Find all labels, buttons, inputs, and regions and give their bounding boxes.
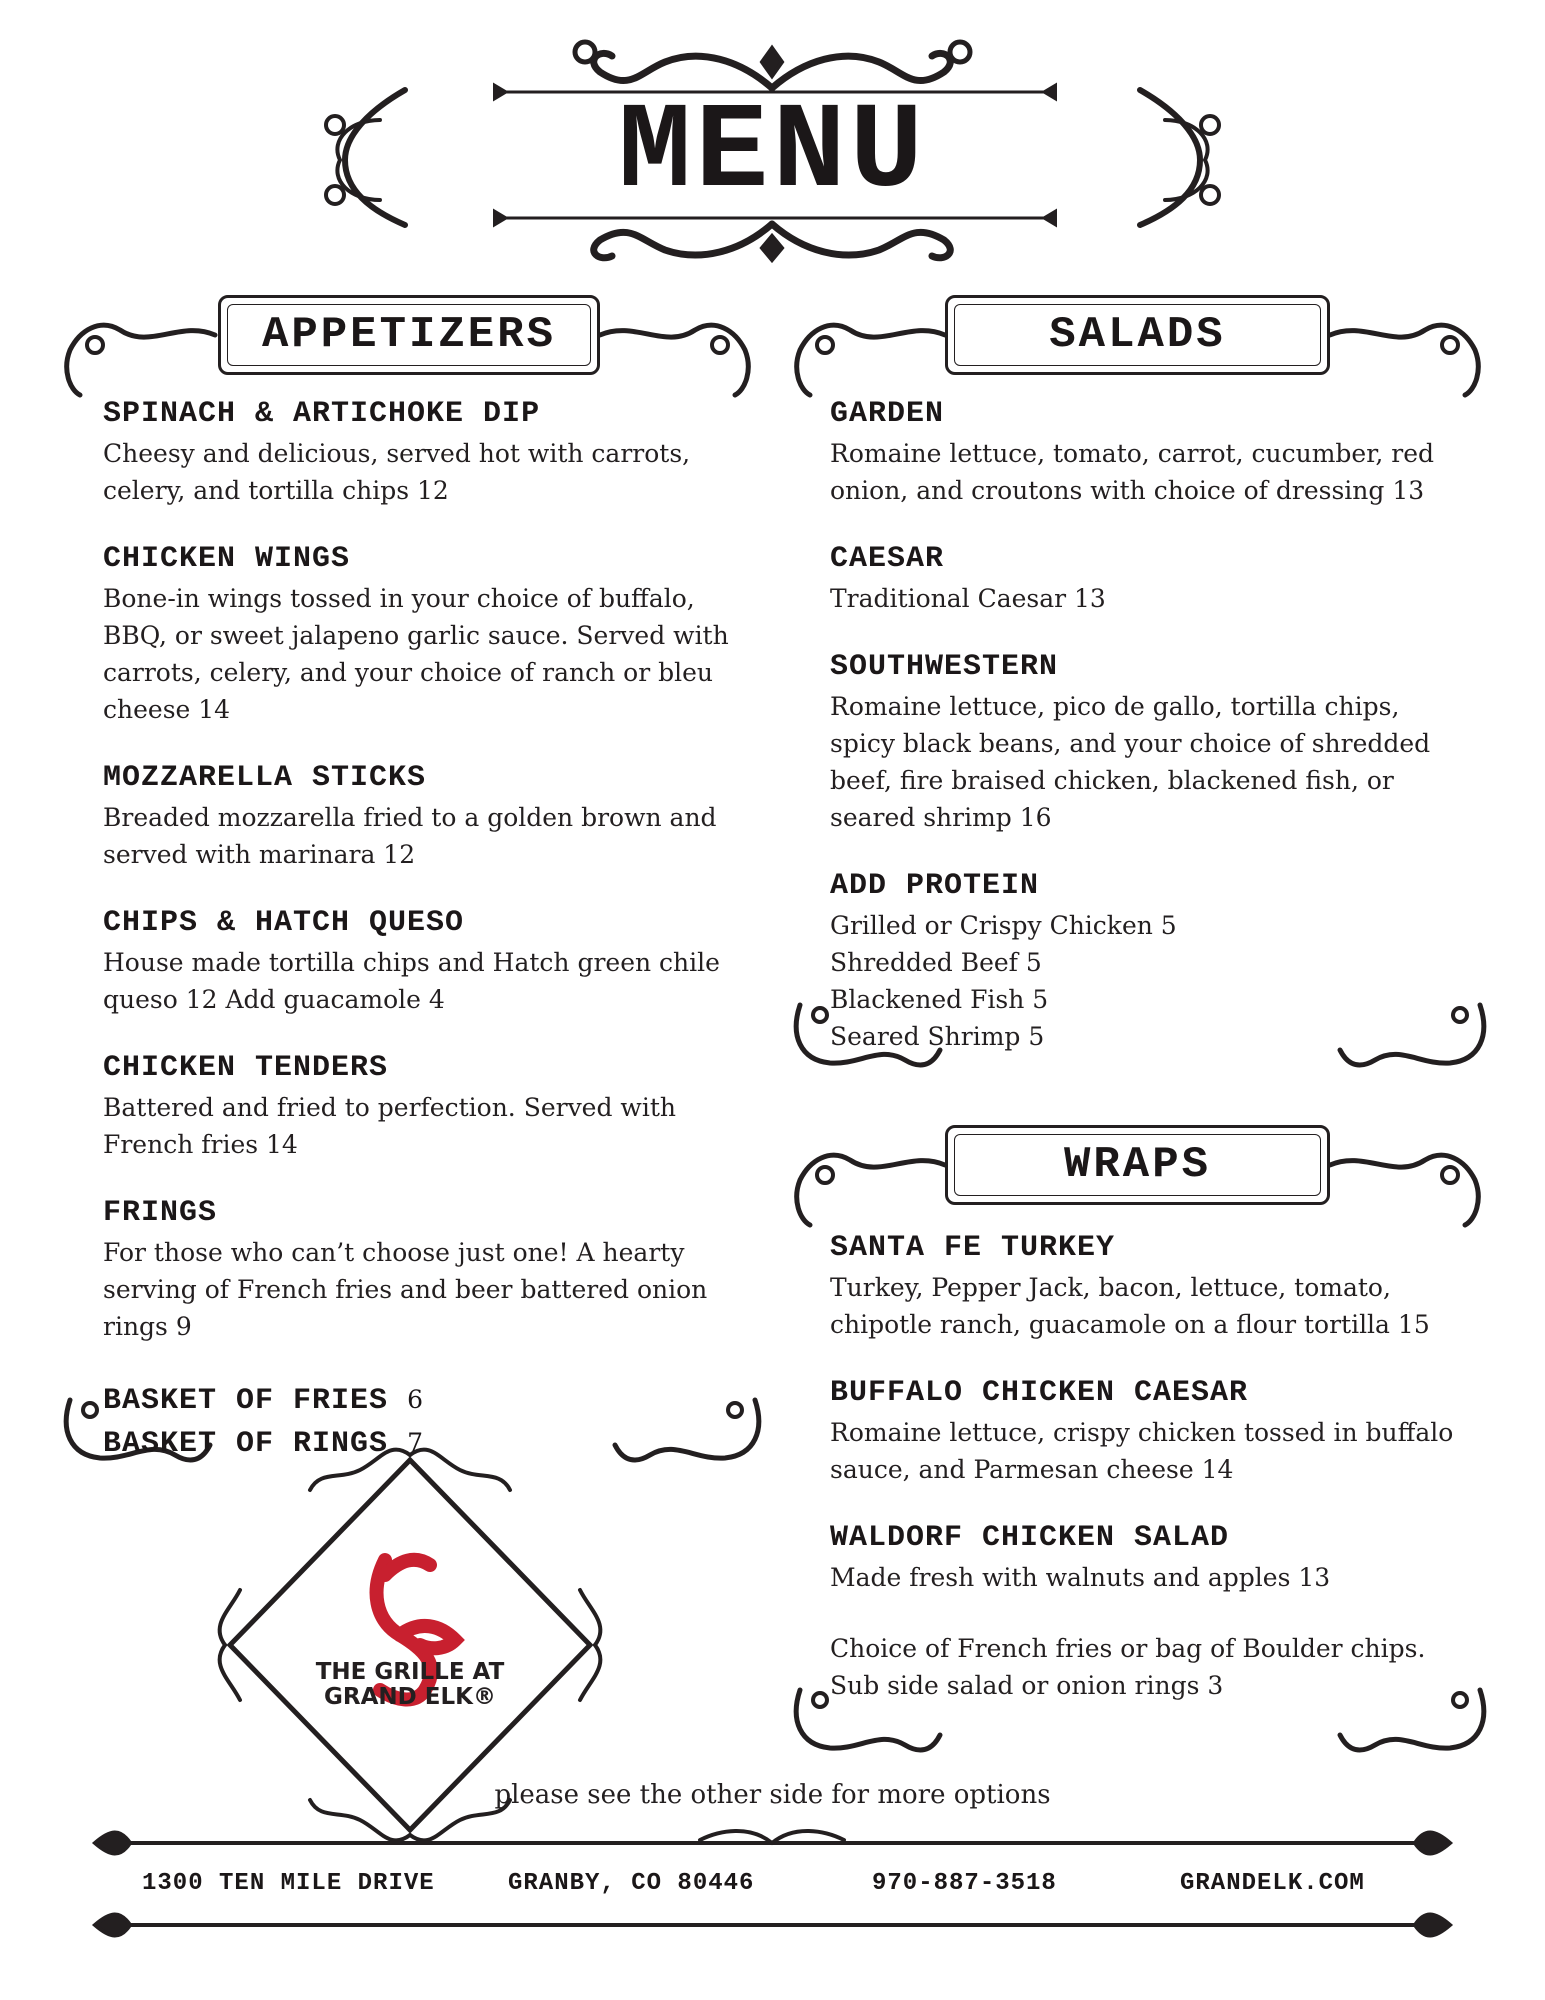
- item-name: BUFFALO CHICKEN CAESAR: [830, 1376, 1249, 1410]
- list-item: [830, 651, 1470, 836]
- appetizers-left-flourish-ornament: [67, 325, 215, 395]
- item-name: BASKET OF FRIES: [103, 1384, 389, 1418]
- item-name: SANTA FE TURKEY: [830, 1231, 1116, 1265]
- wraps-left-flourish-ornament: [797, 1155, 945, 1225]
- other-side-note: please see the other side for more options: [494, 1780, 1051, 1810]
- footer-address: 1300 TEN MILE DRIVE: [142, 1870, 435, 1897]
- list-item: [103, 907, 753, 1018]
- wraps-heading: WRAPS: [1063, 1140, 1212, 1190]
- item-name: GARDEN: [830, 397, 945, 431]
- item-name: SOUTHWESTERN: [830, 650, 1059, 684]
- item-name: FRINGS: [103, 1196, 218, 1230]
- wraps-side-note: [830, 1630, 1470, 1704]
- protein-option: Grilled or Crispy Chicken 5: [830, 911, 1177, 940]
- side-baskets: [103, 1379, 753, 1465]
- basket-rings-item: [103, 1422, 753, 1465]
- list-item: [830, 1522, 1470, 1596]
- logo-wordmark: [300, 1660, 520, 1710]
- salads-header: [945, 295, 1330, 375]
- protein-option: Blackened Fish 5: [830, 985, 1049, 1014]
- item-description: Traditional Caesar 13: [830, 584, 1106, 613]
- list-item: [830, 1232, 1470, 1343]
- footer-bottom-rule-ornament: [95, 1914, 1450, 1935]
- logo-line-1: THE GRILLE AT: [315, 1659, 505, 1685]
- list-item: [830, 398, 1470, 509]
- list-item: [103, 398, 753, 509]
- wraps-header: [945, 1125, 1330, 1205]
- item-name: SPINACH & ARTICHOKE DIP: [103, 397, 541, 431]
- item-description: Romaine lettuce, crispy chicken tossed in buffalo sauce, and Parmesan cheese 14: [830, 1418, 1454, 1484]
- list-item: [103, 762, 753, 873]
- list-item: [103, 1197, 753, 1345]
- item-name: BASKET OF RINGS: [103, 1427, 389, 1461]
- item-description: Cheesy and delicious, served hot with carrots, celery, and tortilla chips 12: [103, 439, 691, 505]
- salads-heading: SALADS: [1049, 310, 1226, 360]
- item-description: Romaine lettuce, tomato, carrot, cucumber, red onion, and croutons with choice of dressing 13: [830, 439, 1435, 505]
- salads-list: [830, 398, 1470, 1089]
- item-name: CHIPS & HATCH QUESO: [103, 906, 465, 940]
- basket-fries-item: [103, 1379, 753, 1422]
- appetizers-header: [218, 295, 600, 375]
- protein-option: Seared Shrimp 5: [830, 1022, 1045, 1051]
- item-name: WALDORF CHICKEN SALAD: [830, 1521, 1230, 1555]
- wraps-right-flourish-ornament: [1330, 1155, 1478, 1225]
- appetizers-right-flourish-ornament: [600, 325, 748, 395]
- footer-website[interactable]: GRANDELK.COM: [1180, 1870, 1365, 1897]
- list-item: [103, 543, 753, 728]
- item-name: CAESAR: [830, 542, 945, 576]
- list-item: [830, 543, 1470, 617]
- item-price: 7: [407, 1428, 424, 1457]
- item-name: MOZZARELLA STICKS: [103, 761, 427, 795]
- item-description: For those who can’t choose just one! A hearty serving of French fries and beer battered onion rings 9: [103, 1238, 708, 1341]
- logo-line-2: GRAND ELK®: [324, 1684, 496, 1710]
- footer-top-rule-ornament: [95, 1831, 1450, 1854]
- item-description: Romaine lettuce, pico de gallo, tortilla chips, spicy black beans, and your choice of shredded beef, fire braised chicken, blackened fish, or seared shrimp 16: [830, 692, 1431, 832]
- salads-right-flourish-ornament: [1330, 325, 1478, 395]
- footer-city: GRANBY, CO 80446: [508, 1870, 755, 1897]
- menu-title: MENU: [618, 83, 927, 222]
- item-name: CHICKEN WINGS: [103, 542, 351, 576]
- salads-left-flourish-ornament: [797, 325, 945, 395]
- item-description: Breaded mozzarella fried to a golden brown and served with marinara 12: [103, 803, 717, 869]
- footer-phone: 970-887-3518: [872, 1870, 1057, 1897]
- protein-option: Shredded Beef 5: [830, 948, 1042, 977]
- item-description: House made tortilla chips and Hatch green chile queso 12 Add guacamole 4: [103, 948, 720, 1014]
- appetizers-heading: APPETIZERS: [261, 310, 557, 360]
- item-description: Battered and fried to perfection. Served with French fries 14: [103, 1093, 676, 1159]
- list-item: [830, 1377, 1470, 1488]
- list-item: [103, 1052, 753, 1163]
- add-protein-block: [830, 870, 1470, 1055]
- side-note-text: Choice of French fries or bag of Boulder chips. Sub side salad or onion rings 3: [830, 1634, 1426, 1700]
- item-description: Bone-in wings tossed in your choice of buffalo, BBQ, or sweet jalapeno garlic sauce. Served with carrots, celery, and your choice of ranch or bleu cheese 14: [103, 584, 729, 724]
- wraps-list: [830, 1232, 1470, 1738]
- item-description: Made fresh with walnuts and apples 13: [830, 1563, 1331, 1592]
- item-name: CHICKEN TENDERS: [103, 1051, 389, 1085]
- item-name: ADD PROTEIN: [830, 869, 1040, 903]
- item-description: Turkey, Pepper Jack, bacon, lettuce, tomato, chipotle ranch, guacamole on a flour tortilla 15: [830, 1273, 1430, 1339]
- item-price: 6: [407, 1385, 424, 1414]
- appetizers-list: [103, 398, 753, 1465]
